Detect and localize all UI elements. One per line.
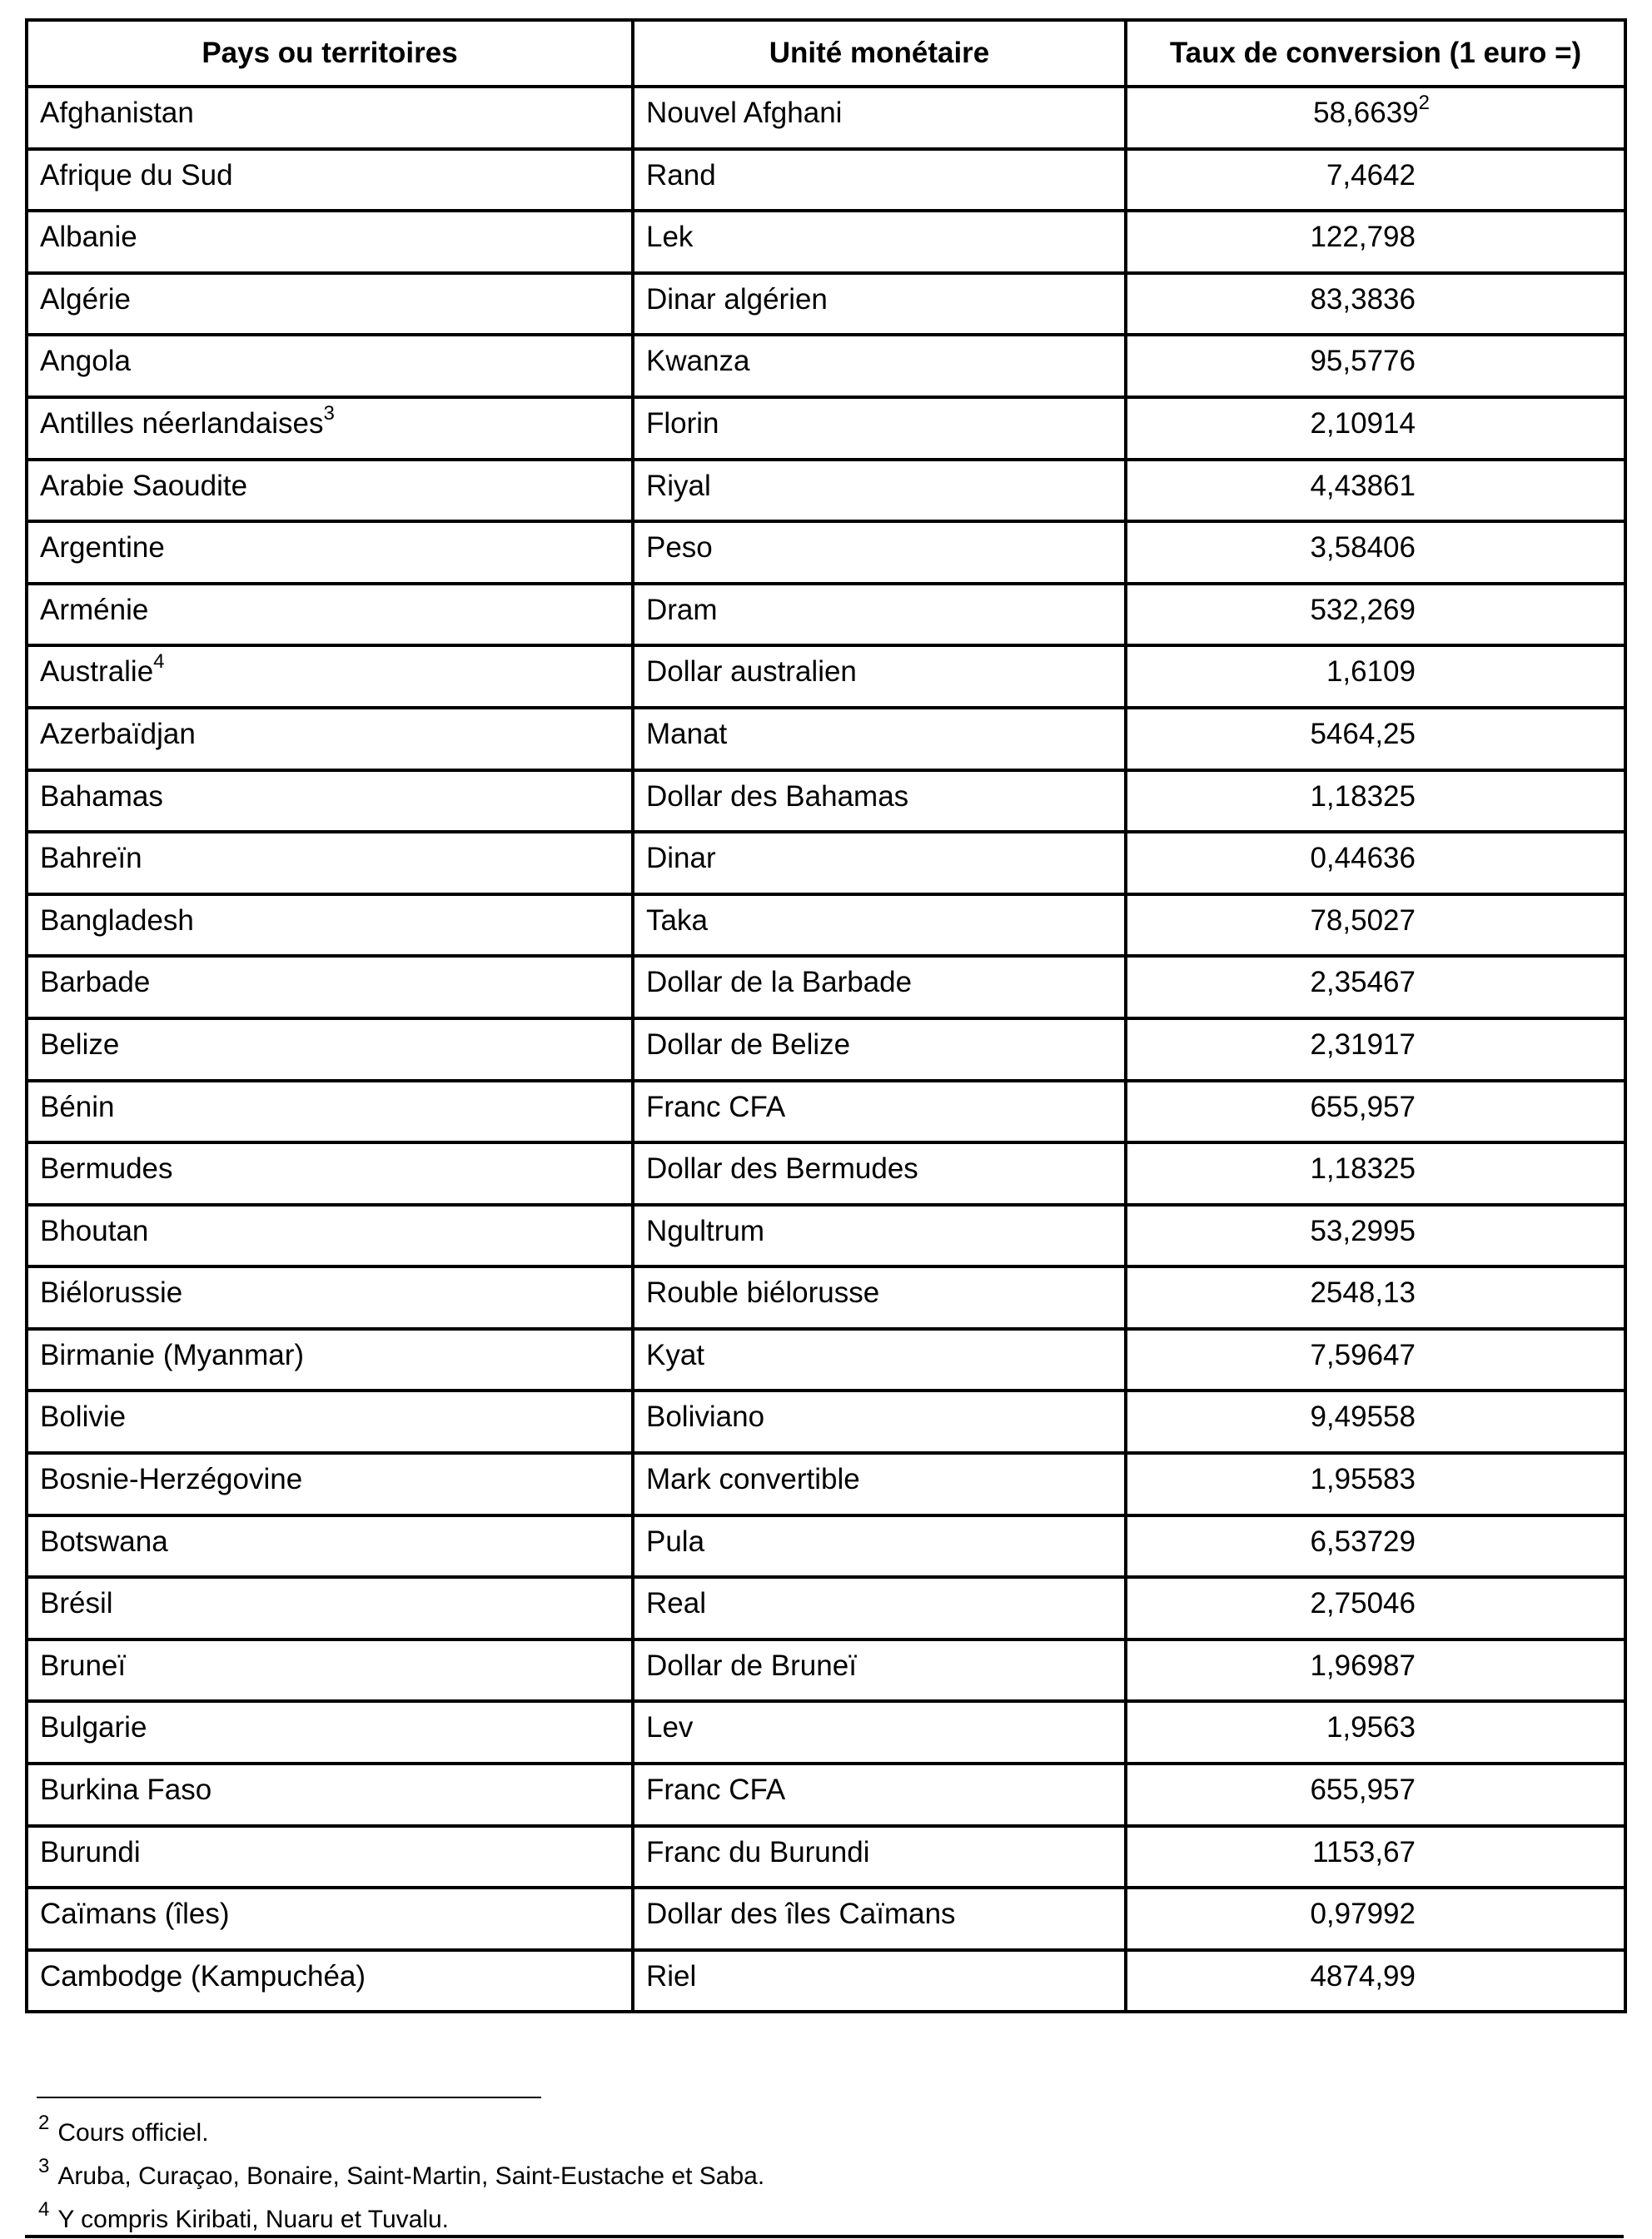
country-name: Brésil (40, 1587, 113, 1620)
table-header-row (27, 20, 1625, 87)
table-row (27, 1515, 1625, 1578)
country-cell (27, 894, 633, 957)
rate-value: 6,53729 (1310, 1525, 1416, 1558)
rate-value: 532,269 (1310, 593, 1416, 626)
country-cell (27, 956, 633, 1018)
table-row (27, 1329, 1625, 1391)
country-name: Biélorussie (40, 1276, 183, 1310)
table-row (27, 1205, 1625, 1267)
country-name: Bosnie-Herzégovine (40, 1463, 303, 1496)
rate-value: 58,6639 (1313, 97, 1419, 129)
currency-cell: Dollar de Bruneï (633, 1639, 1126, 1702)
currency-cell: Peso (633, 521, 1126, 584)
header-currency: Unité monétaire (633, 20, 1126, 87)
country-cell (27, 832, 633, 894)
table-row (27, 273, 1625, 336)
country-cell (27, 584, 633, 646)
footnote-ref: 2 (1418, 92, 1430, 114)
country-cell (27, 273, 633, 336)
table-row (27, 1577, 1625, 1639)
country-cell (27, 1515, 633, 1578)
country-name: Azerbaïdjan (40, 717, 196, 750)
currency-cell: Ngultrum (633, 1205, 1126, 1267)
country-name: Birmanie (Myanmar) (40, 1338, 304, 1371)
rate-value: 1153,67 (1312, 1835, 1416, 1868)
rate-cell (1126, 1453, 1625, 1515)
table-row (27, 397, 1625, 460)
table-row (27, 584, 1625, 646)
rate-value: 78,5027 (1310, 903, 1416, 937)
country-name: Bermudes (40, 1152, 173, 1186)
currency-cell: Mark convertible (633, 1453, 1126, 1515)
currency-cell: Franc CFA (633, 1764, 1126, 1826)
rate-value: 3,58406 (1310, 531, 1416, 565)
table-row (27, 708, 1625, 770)
country-name: Afghanistan (40, 97, 194, 129)
currency-cell: Dollar australien (633, 645, 1126, 708)
country-cell (27, 335, 633, 397)
table-row (27, 335, 1625, 397)
rate-value: 2,35467 (1310, 966, 1416, 999)
country-cell (27, 1266, 633, 1329)
country-cell (27, 1018, 633, 1081)
header-country: Pays ou territoires (27, 20, 633, 87)
country-name: Botswana (40, 1525, 168, 1558)
country-cell (27, 1081, 633, 1143)
rate-value: 655,957 (1310, 1774, 1416, 1807)
rate-cell (1126, 211, 1625, 273)
country-name: Bulgarie (40, 1711, 147, 1744)
table-row (27, 1142, 1625, 1205)
country-cell (27, 1391, 633, 1453)
rate-cell (1126, 1142, 1625, 1205)
table-row (27, 87, 1625, 149)
footnote-ref: 4 (153, 650, 165, 674)
footnote (38, 2198, 450, 2235)
currency-cell: Pula (633, 1515, 1126, 1578)
country-cell (27, 1950, 633, 2013)
country-cell (27, 1142, 633, 1205)
rate-cell (1126, 1205, 1625, 1267)
currency-cell: Dollar de la Barbade (633, 956, 1126, 1018)
country-name: Australie (40, 655, 154, 689)
currency-cell: Dollar des îles Caïmans (633, 1888, 1126, 1950)
rate-value: 2,75046 (1310, 1587, 1416, 1620)
table-row (27, 1018, 1625, 1081)
table-row (27, 460, 1625, 522)
currency-cell: Dinar (633, 832, 1126, 894)
rate-cell (1126, 894, 1625, 957)
table-row (27, 1764, 1625, 1826)
country-cell (27, 645, 633, 708)
rate-cell (1126, 1515, 1625, 1578)
footnote-text: Aruba, Curaçao, Bonaire, Saint-Martin, Saint-Eustache et Saba. (57, 2162, 765, 2190)
table-row (27, 770, 1625, 833)
currency-cell: Taka (633, 894, 1126, 957)
country-name: Bénin (40, 1090, 115, 1123)
currency-cell: Dollar des Bahamas (633, 770, 1126, 833)
rate-value: 0,44636 (1310, 842, 1416, 875)
currency-cell: Lek (633, 211, 1126, 273)
country-name: Cambodge (Kampuchéa) (40, 1959, 366, 1993)
country-name: Bangladesh (40, 903, 194, 937)
country-name: Caïmans (îles) (40, 1898, 230, 1931)
table-body (27, 87, 1625, 2012)
currency-cell: Lev (633, 1701, 1126, 1764)
currency-cell: Franc du Burundi (633, 1826, 1126, 1888)
country-cell (27, 1764, 633, 1826)
rate-cell (1126, 1577, 1625, 1639)
currency-cell: Riel (633, 1950, 1126, 2013)
rate-value: 2,31917 (1310, 1027, 1416, 1061)
table-row (27, 1888, 1625, 1950)
country-cell (27, 87, 633, 149)
country-cell (27, 708, 633, 770)
footnote (38, 2112, 209, 2148)
rate-value: 95,5776 (1310, 345, 1416, 378)
country-cell (27, 1639, 633, 1702)
rate-cell (1126, 956, 1625, 1018)
table-row (27, 211, 1625, 273)
currency-cell: Manat (633, 708, 1126, 770)
currency-cell: Dram (633, 584, 1126, 646)
rate-value: 83,3836 (1310, 282, 1416, 316)
currency-cell: Real (633, 1577, 1126, 1639)
country-name: Afrique du Sud (40, 158, 233, 192)
currency-cell: Franc CFA (633, 1081, 1126, 1143)
rate-cell (1126, 273, 1625, 336)
table-row (27, 1639, 1625, 1702)
rate-cell (1126, 584, 1625, 646)
country-cell (27, 1329, 633, 1391)
country-cell (27, 770, 633, 833)
rate-cell (1126, 1329, 1625, 1391)
rate-cell (1126, 1018, 1625, 1081)
footnote-mark: 2 (38, 2112, 50, 2134)
rate-cell (1126, 1764, 1625, 1826)
currency-cell: Kyat (633, 1329, 1126, 1391)
currency-cell: Kwanza (633, 335, 1126, 397)
rate-value: 5464,25 (1310, 717, 1416, 750)
rate-cell (1126, 460, 1625, 522)
footnote (38, 2155, 765, 2192)
currency-cell: Dollar des Bermudes (633, 1142, 1126, 1205)
rate-cell (1126, 1950, 1625, 2013)
country-cell (27, 1453, 633, 1515)
currency-cell: Boliviano (633, 1391, 1126, 1453)
country-cell (27, 211, 633, 273)
rate-cell (1126, 708, 1625, 770)
country-name: Argentine (40, 531, 165, 565)
country-name: Arabie Saoudite (40, 469, 248, 502)
table-row (27, 1391, 1625, 1453)
rate-cell (1126, 87, 1625, 149)
table-row (27, 832, 1625, 894)
country-name: Antilles néerlandaises (40, 406, 324, 440)
page-bottom-rule (25, 2235, 1624, 2238)
country-name: Belize (40, 1027, 120, 1061)
rate-cell (1126, 1826, 1625, 1888)
country-name: Bruneï (40, 1649, 127, 1682)
rate-value: 4,43861 (1310, 469, 1416, 502)
currency-cell: Nouvel Afghani (633, 87, 1126, 149)
table-row (27, 1081, 1625, 1143)
country-cell (27, 460, 633, 522)
country-name: Albanie (40, 221, 137, 254)
rate-cell (1126, 1888, 1625, 1950)
rate-value: 2,10914 (1310, 406, 1416, 440)
rate-value: 122,798 (1310, 221, 1416, 254)
rate-cell (1126, 335, 1625, 397)
rate-value: 9,49558 (1310, 1401, 1416, 1434)
rate-value: 7,4642 (1326, 158, 1416, 192)
footnote-text: Y compris Kiribati, Nuaru et Tuvalu. (57, 2206, 450, 2233)
country-name: Angola (40, 345, 131, 378)
footnote-mark: 4 (38, 2198, 50, 2221)
country-name: Bhoutan (40, 1214, 149, 1247)
rate-value: 0,97992 (1310, 1898, 1416, 1931)
rate-cell (1126, 1081, 1625, 1143)
footnote-separator (37, 2097, 541, 2098)
rate-value: 2548,13 (1310, 1276, 1416, 1310)
currency-cell: Dollar de Belize (633, 1018, 1126, 1081)
rate-cell (1126, 397, 1625, 460)
rate-cell (1126, 1639, 1625, 1702)
rate-cell (1126, 149, 1625, 211)
rate-value: 655,957 (1310, 1090, 1416, 1123)
table-row (27, 645, 1625, 708)
rate-value: 4874,99 (1310, 1959, 1416, 1993)
country-name: Bahamas (40, 779, 163, 813)
country-cell (27, 1701, 633, 1764)
rate-value: 1,18325 (1310, 1152, 1416, 1186)
table-row (27, 1701, 1625, 1764)
country-name: Barbade (40, 966, 151, 999)
rate-cell (1126, 1266, 1625, 1329)
rate-value: 1,95583 (1310, 1463, 1416, 1496)
currency-cell: Dinar algérien (633, 273, 1126, 336)
country-cell (27, 1826, 633, 1888)
table-row (27, 956, 1625, 1018)
rate-cell (1126, 770, 1625, 833)
currency-cell: Rouble biélorusse (633, 1266, 1126, 1329)
rate-cell (1126, 645, 1625, 708)
country-cell (27, 1205, 633, 1267)
country-cell (27, 1577, 633, 1639)
header-rate: Taux de conversion (1 euro =) (1126, 20, 1625, 87)
table-row (27, 1266, 1625, 1329)
country-cell (27, 521, 633, 584)
conversion-rates-table (25, 18, 1627, 2013)
country-name: Bolivie (40, 1401, 127, 1434)
country-name: Burundi (40, 1835, 141, 1868)
rate-value: 1,96987 (1310, 1649, 1416, 1682)
rate-value: 1,18325 (1310, 779, 1416, 813)
currency-cell: Florin (633, 397, 1126, 460)
table-row (27, 1826, 1625, 1888)
country-name: Arménie (40, 593, 149, 626)
currency-cell: Rand (633, 149, 1126, 211)
country-name: Burkina Faso (40, 1774, 212, 1807)
footnote-text: Cours officiel. (57, 2119, 209, 2147)
rate-cell (1126, 521, 1625, 584)
table-row (27, 894, 1625, 957)
country-cell (27, 1888, 633, 1950)
rate-cell (1126, 1391, 1625, 1453)
footnote-ref: 3 (323, 401, 335, 425)
rate-value: 1,6109 (1326, 655, 1416, 689)
table-row (27, 149, 1625, 211)
rate-value: 1,9563 (1326, 1711, 1416, 1744)
rate-value: 7,59647 (1310, 1338, 1416, 1371)
rate-cell (1126, 1701, 1625, 1764)
table-row (27, 521, 1625, 584)
currency-cell: Riyal (633, 460, 1126, 522)
country-name: Algérie (40, 282, 131, 316)
country-cell (27, 397, 633, 460)
country-name: Bahreïn (40, 842, 142, 875)
country-cell (27, 149, 633, 211)
table-row (27, 1950, 1625, 2013)
table-row (27, 1453, 1625, 1515)
rate-cell (1126, 832, 1625, 894)
rate-value: 53,2995 (1310, 1214, 1416, 1247)
footnote-mark: 3 (38, 2155, 50, 2177)
